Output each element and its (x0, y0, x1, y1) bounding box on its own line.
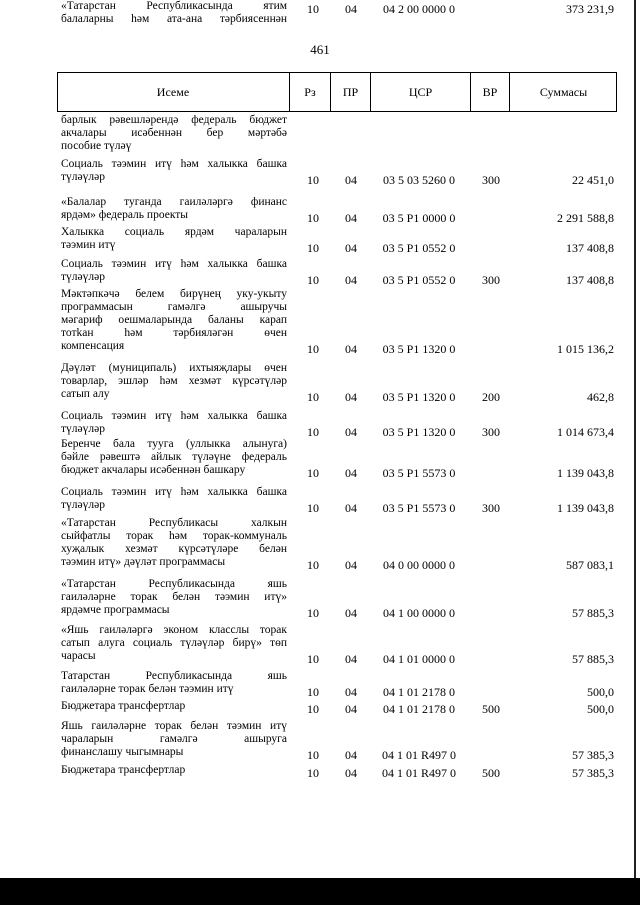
cell-vr: 200 (482, 390, 500, 404)
page-number: 461 (310, 42, 330, 57)
row-name-line: компенсация (61, 340, 125, 352)
cell-rz: 10 (307, 211, 319, 225)
cell-csr: 03 5 03 5260 0 (383, 173, 455, 187)
cell-pr: 04 (345, 702, 357, 716)
row-name (61, 196, 287, 222)
cell-pr: 04 (345, 606, 357, 620)
cell-sum: 1 139 043,8 (557, 466, 614, 480)
cell-vr: 300 (482, 273, 500, 287)
row-name (61, 438, 287, 477)
cell-sum: 1 015 136,2 (557, 342, 614, 356)
row-name-line: сатып алу (61, 388, 110, 400)
scan-border (0, 878, 640, 905)
cell-vr: 500 (482, 766, 500, 780)
cell-csr: 03 5 P1 1320 0 (382, 425, 456, 439)
cell-csr: 04 1 01 2178 0 (383, 702, 455, 716)
row-name (61, 410, 287, 436)
row-name-line: тәэмин итү (61, 239, 116, 251)
header-name: Исеме (156, 85, 190, 99)
row-name-line: тотkан һәм тәрбияләгән өчен (61, 327, 287, 339)
row-name (61, 578, 287, 617)
cell-pr: 04 (345, 466, 357, 480)
row-name-line: барлык рәвешләрендә федераль бюджет (61, 114, 287, 126)
cell-rz: 10 (307, 558, 319, 572)
row-name (61, 226, 287, 252)
cell-pr: 04 (345, 766, 357, 780)
cell-csr: 03 5 P1 0552 0 (382, 273, 456, 287)
cell-pr: 04 (345, 390, 357, 404)
cell-csr: 04 1 00 0000 0 (383, 606, 455, 620)
cell-pr: 04 (345, 273, 357, 287)
row-name-line: ярдәм» федераль проекты (61, 209, 189, 221)
cell-rz: 10 (307, 606, 319, 620)
cell-csr: 03 5 P1 0552 0 (382, 241, 456, 255)
cell-sum: 2 291 588,8 (557, 211, 614, 225)
row-name (61, 517, 287, 569)
row-name-line: гаиләләрне торак белән тәэмин итү» (61, 591, 287, 603)
cell-csr: 04 1 01 R497 0 (381, 748, 456, 762)
cell-sum: 57 885,3 (572, 606, 614, 620)
row-name-line: түләүләр (61, 271, 105, 283)
cell-sum: 57 385,3 (572, 748, 614, 762)
cell-pr: 04 (345, 173, 357, 187)
cell-csr: 03 5 P1 5573 0 (382, 466, 456, 480)
cell-sum: 57 385,3 (572, 766, 614, 780)
row-name-line: Халыкка социаль ярдәм чараларын (61, 226, 287, 238)
cell-sum: 462,8 (587, 390, 614, 404)
row-name-line: гаиләләрне торак белән тәэмин итү (61, 683, 234, 695)
row-name (61, 258, 287, 284)
cell-rz: 10 (307, 241, 319, 255)
cell-sum: 57 885,3 (572, 652, 614, 666)
cell-sum: 500,0 (587, 685, 614, 699)
row-name-line: сатып алуга социаль түләүләр бирү» төп (61, 637, 287, 649)
header-csr: ЦСР (408, 85, 433, 99)
cell-pr: 04 (345, 501, 357, 515)
row-name-line: Бюджетара трансфертлар (61, 700, 186, 712)
row-name (61, 362, 287, 401)
row-name (61, 486, 287, 512)
row-name-line: Беренче бала туугa (уллыкка алынуга) (61, 438, 287, 450)
row-name-line: Бюджетара трансфертлар (61, 764, 186, 776)
cell-sum: 1 014 673,4 (557, 425, 614, 439)
cell-pr: 04 (345, 652, 357, 666)
row-name-line: мәгариф оешмаларында баланы карап (61, 314, 287, 326)
row-name-line: пособие түләү (61, 140, 132, 152)
row-name (61, 624, 287, 663)
cell-pr: 04 (345, 748, 357, 762)
header-pr: ПР (342, 85, 359, 99)
row-name-line: түләүләр (61, 423, 105, 435)
row-name-line: ярдәмче программасы (61, 604, 170, 616)
row-name-line: балаларны һәм ата-ана тәрбиясеннән (61, 13, 287, 25)
row-name-line: «Балалар туганда гаиләләргә финанс (61, 196, 287, 208)
cell-rz: 10 (307, 652, 319, 666)
cell-pr: 04 (345, 211, 357, 225)
row-name-line: Социаль тәэмин итү һәм халыкка башка (61, 158, 287, 170)
row-name-line: акчалары исәбеннән бер мәртәбә (61, 127, 287, 139)
cell-vr: 300 (482, 173, 500, 187)
row-name-line: хуҗалык хезмәт күрсәтүләре белән (61, 543, 287, 555)
row-name-line: «Татарстан Республикасы халкын (61, 517, 287, 529)
row-name-line: «Яшь гаиләләргә эконом класслы торак (61, 624, 287, 636)
row-name-line: Социаль тәэмин итү һәм халыкка башка (61, 410, 287, 422)
cell-csr: 03 5 P1 1320 0 (382, 390, 456, 404)
row-name-line: түләүләр (61, 171, 105, 183)
row-name-line: сыйфатлы торак һәм торак-коммуналь (61, 530, 287, 542)
row-name-line: «Татарстан Республикасында яшь (61, 578, 287, 590)
cell-pr: 04 (345, 342, 357, 356)
row-name-line: бәйле рәвештә айлык түләүне федераль (61, 451, 287, 463)
row-name-line: Социаль тәэмин итү һәм халыкка башка (61, 258, 287, 270)
row-name (61, 114, 287, 153)
cell-csr: 03 5 P1 0000 0 (382, 211, 456, 225)
cell-pr: 04 (345, 425, 357, 439)
row-name (61, 670, 287, 696)
row-name (61, 0, 287, 26)
cell-sum: 373 231,9 (566, 2, 614, 16)
row-name-line: чараларын гамәлгә ашыруга (61, 733, 287, 745)
row-name-line: Яшь гаиләләрне торак белән тәэмин итү (61, 720, 287, 732)
header-rz: Рз (304, 85, 316, 99)
row-name-line: товарлар, эшләр һәм хезмәт күрсәтүләр (61, 375, 287, 387)
cell-vr: 300 (482, 425, 500, 439)
cell-sum: 22 451,0 (572, 173, 614, 187)
cell-sum: 137 408,8 (566, 273, 614, 287)
cell-rz: 10 (307, 748, 319, 762)
cell-rz: 10 (307, 390, 319, 404)
row-name-line: «Татарстан Республикасында ятим (61, 0, 287, 12)
row-name-line: түләүләр (61, 499, 105, 511)
cell-rz: 10 (307, 425, 319, 439)
cell-csr: 03 5 P1 1320 0 (382, 342, 456, 356)
cell-rz: 10 (307, 273, 319, 287)
cell-pr: 04 (345, 558, 357, 572)
cell-pr: 04 (345, 685, 357, 699)
row-name (61, 288, 287, 353)
row-name-line: Социаль тәэмин итү һәм халыкка башка (61, 486, 287, 498)
cell-pr: 04 (345, 241, 357, 255)
cell-rz: 10 (307, 501, 319, 515)
cell-csr: 03 5 P1 5573 0 (382, 501, 456, 515)
row-name-line: Татарстан Республикасында яшь (61, 670, 287, 682)
row-name-line: программасын гамәлгә ашыручы (61, 301, 287, 313)
cell-rz: 10 (307, 702, 319, 716)
row-name (61, 700, 287, 713)
cell-csr: 04 1 01 R497 0 (381, 766, 456, 780)
header-sum: Суммасы (539, 85, 588, 99)
cell-csr: 04 1 01 2178 0 (383, 685, 455, 699)
cell-rz: 10 (307, 466, 319, 480)
cell-vr: 300 (482, 501, 500, 515)
cell-rz: 10 (307, 173, 319, 187)
row-name (61, 720, 287, 759)
cell-csr: 04 2 00 0000 0 (383, 2, 455, 16)
cell-pr: 04 (345, 2, 357, 16)
cell-sum: 587 083,1 (566, 558, 614, 572)
cell-rz: 10 (307, 685, 319, 699)
cell-rz: 10 (307, 766, 319, 780)
header-vr: ВР (482, 85, 498, 99)
cell-vr: 500 (482, 702, 500, 716)
cell-csr: 04 1 01 0000 0 (383, 652, 455, 666)
cell-sum: 1 139 043,8 (557, 501, 614, 515)
row-name-line: Дәүләт (муниципаль) ихтыяҗлары өчен (61, 362, 287, 374)
cell-sum: 500,0 (587, 702, 614, 716)
cell-sum: 137 408,8 (566, 241, 614, 255)
cell-csr: 04 0 00 0000 0 (383, 558, 455, 572)
row-name-line: чарасы (61, 650, 96, 662)
row-name (61, 764, 287, 777)
row-name-line: финанслашу чыгымнары (61, 746, 184, 758)
cell-rz: 10 (307, 2, 319, 16)
row-name-line: тәэмин итү» дәүләт программасы (61, 556, 226, 568)
cell-rz: 10 (307, 342, 319, 356)
row-name (61, 158, 287, 184)
row-name-line: Мәктәпкәчә белем бирүнең уку-укыту (61, 288, 287, 300)
row-name-line: бюджет акчалары исәбеннән башкару (61, 464, 246, 476)
